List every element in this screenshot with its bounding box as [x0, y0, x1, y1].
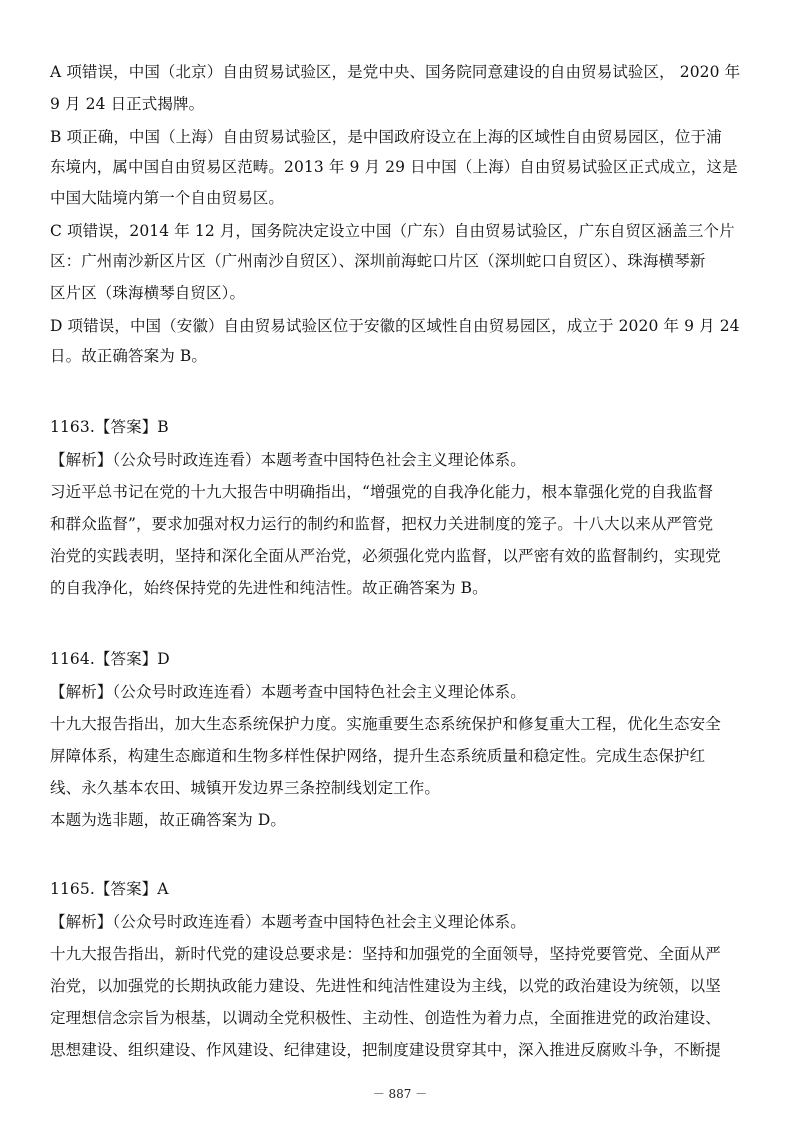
q1163-body-line-2: 和群众监督”，要求加强对权力运行的制约和监督，把权力关进制度的笼子。十八大以来从严管党	[50, 515, 714, 533]
q1165-body-line-3: 定理想信念宗旨为根基，以调动全党积极性、主动性、创造性为着力点，全面推进党的政治建设、	[50, 1009, 721, 1027]
option-c-line-3: 区片区（珠海横琴自贸区）。	[50, 284, 246, 302]
q1163-analysis-heading: 【解析】（公众号时政连连看）本题考查中国特色社会主义理论体系。	[50, 451, 526, 469]
option-d-line-2: 日。故正确答案为 B。	[50, 347, 207, 365]
option-c-line-2: 区：广州南沙新区片区（广州南沙自贸区）、深圳前海蛇口片区（深圳蛇口自贸区）、珠海横琴新	[50, 252, 706, 270]
q1165-body-line-4: 思想建设、组织建设、作风建设、纪律建设，把制度建设贯穿其中，深入推进反腐败斗争，不断提	[50, 1041, 721, 1059]
q1165-answer: 1165.【答案】A	[50, 880, 169, 898]
option-c-line-1: C 项错误，2014 年 12 月，国务院决定设立中国（广东）自由贸易试验区，广东自贸区涵盖三个片	[50, 222, 735, 240]
q1163-body-line-1: 习近平总书记在党的十九大报告中明确指出，“增强党的自我净化能力，根本靠强化党的自我监督	[50, 483, 714, 501]
option-a-line-2: 9 月 24 日正式揭牌。	[50, 95, 205, 113]
q1164-body-line-4: 本题为选非题，故正确答案为 D。	[50, 811, 286, 829]
page-number: － 887 －	[372, 1087, 428, 1101]
option-b-line-2: 东境内，属中国自由贸易区范畴。2013 年 9 月 29 日中国（上海）自由贸易试验区正式成立，这是	[50, 158, 738, 176]
q1165-body-line-1: 十九大报告指出，新时代党的建设总要求是：坚持和加强党的全面领导，坚持党要管党、全面从严	[50, 945, 721, 963]
q1164-answer: 1164.【答案】D	[50, 650, 170, 668]
option-b-line-1: B 项正确，中国（上海）自由贸易试验区，是中国政府设立在上海的区域性自由贸易园区，位于浦	[50, 128, 722, 146]
q1163-body-line-4: 的自我净化，始终保持党的先进性和纯洁性。故正确答案为 B。	[50, 579, 488, 597]
q1164-analysis-heading: 【解析】（公众号时政连连看）本题考查中国特色社会主义理论体系。	[50, 683, 526, 701]
option-b-line-3: 中国大陆境内第一个自由贸易区。	[50, 189, 285, 207]
q1164-body-line-2: 屏障体系，构建生态廊道和生物多样性保护网络，提升生态系统质量和稳定性。完成生态保护红	[50, 747, 706, 765]
option-d-line-1: D 项错误，中国（安徽）自由贸易试验区位于安徽的区域性自由贸易园区，成立于 2020 年 9 月 24	[50, 317, 740, 335]
q1163-body-line-3: 治党的实践表明，坚持和深化全面从严治党，必须强化党内监督，以严密有效的监督制约，实现党	[50, 547, 721, 565]
q1164-body-line-3: 线、永久基本农田、城镇开发边界三条控制线划定工作。	[50, 779, 441, 797]
q1164-body-line-1: 十九大报告指出，加大生态系统保护力度。实施重要生态系统保护和修复重大工程，优化生态安全	[50, 715, 721, 733]
q1163-answer: 1163.【答案】B	[50, 418, 169, 436]
q1165-analysis-heading: 【解析】（公众号时政连连看）本题考查中国特色社会主义理论体系。	[50, 913, 526, 931]
option-a-line-1: A 项错误，中国（北京）自由贸易试验区，是党中央、国务院同意建设的自由贸易试验区， 2020 年	[50, 63, 741, 81]
q1165-body-line-2: 治党，以加强党的长期执政能力建设、先进性和纯洁性建设为主线，以党的政治建设为统领，以坚	[50, 977, 721, 995]
